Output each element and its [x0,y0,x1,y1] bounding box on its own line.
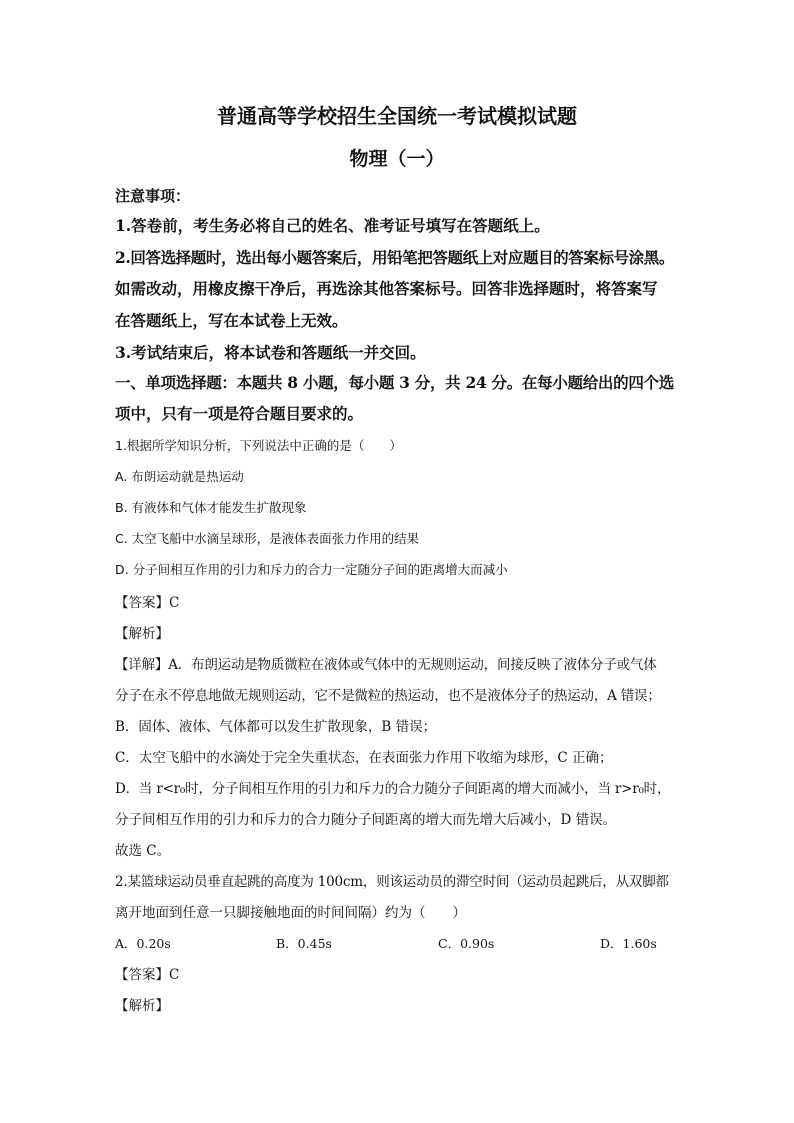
question-2-option-b: B．0.45s [276,936,332,951]
question-1-conclusion: 故选 C。 [115,843,171,859]
section-1-heading-line-2: 项中，只有一项是符合题目要求的。 [115,404,364,423]
question-2-stem-line-1: 2.某篮球运动员垂直起跳的高度为 100cm，则该运动员的滞空时间（运动员起跳后，从双脚都 [115,874,669,890]
instruction-item-2-line-1: 2.回答选择题时，选出每小题答案后，用铅笔把答题纸上对应题目的答案标号涂黑。 [115,248,674,267]
section-1-heading-line-1: 一、单项选择题：本题共 8 小题，每小题 3 分，共 24 分。在每小题给出的四个选 [115,373,674,392]
question-2-stem-line-2: 离开地面到任意一只脚接触地面的时间间隔）约为（ ） [115,905,466,921]
question-1-option-c: C. 太空飞船中水滴呈球形，是液体表面张力作用的结果 [115,531,420,546]
question-1-stem: 1.根据所学知识分析，下列说法中正确的是（ ） [115,438,402,453]
question-1-option-d: D. 分子间相互作用的引力和斥力的合力一定随分子间的距离增大而减小 [115,562,508,577]
question-1-answer: 【答案】C [115,595,180,611]
question-2-option-d: D．1.60s [600,936,657,951]
question-2-option-a: A．0.20s [115,936,171,951]
exam-subtitle: 物理（一） [349,148,445,170]
question-1-detail-line-5: D．当 r<r₀时，分子间相互作用的引力和斥力的合力随分子间距离的增大而减小，当 r>r₀时， [115,781,671,797]
exam-title: 普通高等学校招生全国统一考试模拟试题 [217,104,577,128]
question-1-detail-line-4: C．太空飞船中的水滴处于完全失重状态，在表面张力作用下收缩为球形，C 正确； [115,750,613,766]
instruction-item-3: 3.考试结束后，将本试卷和答题纸一并交回。 [115,343,426,362]
question-1-detail-line-3: B．固体、液体、气体都可以发生扩散现象，B 错误； [115,719,437,735]
question-1-option-b: B. 有液体和气体才能发生扩散现象 [115,500,307,515]
question-2-answer: 【答案】C [115,967,180,983]
question-1-detail-line-1: 【详解】A．布朗运动是物质微粒在液体或气体中的无规则运动，间接反映了液体分子或气体 [115,657,657,673]
instructions-heading: 注意事项： [115,187,191,205]
question-1-option-a: A. 布朗运动就是热运动 [115,469,244,484]
instruction-item-2-line-2: 如需改动，用橡皮擦干净后，再选涂其他答案标号。回答非选择题时，将答案写 [115,279,658,298]
question-1-detail-line-2: 分子在永不停息地做无规则运动，它不是微粒的热运动，也不是液体分子的热运动，A 错误； [115,688,661,704]
question-2-option-c: C．0.90s [438,936,495,951]
question-2-analysis-label: 【解析】 [115,998,169,1014]
instruction-item-2-line-3: 在答题纸上，写在本试卷上无效。 [115,311,348,330]
question-1-analysis-label: 【解析】 [115,626,169,642]
question-1-detail-line-6: 分子间相互作用的引力和斥力的合力随分子间距离的增大而先增大后减小，D 错误。 [115,812,617,828]
instruction-item-1: 1.答卷前，考生务必将自己的姓名、准考证号填写在答题纸上。 [115,216,550,235]
